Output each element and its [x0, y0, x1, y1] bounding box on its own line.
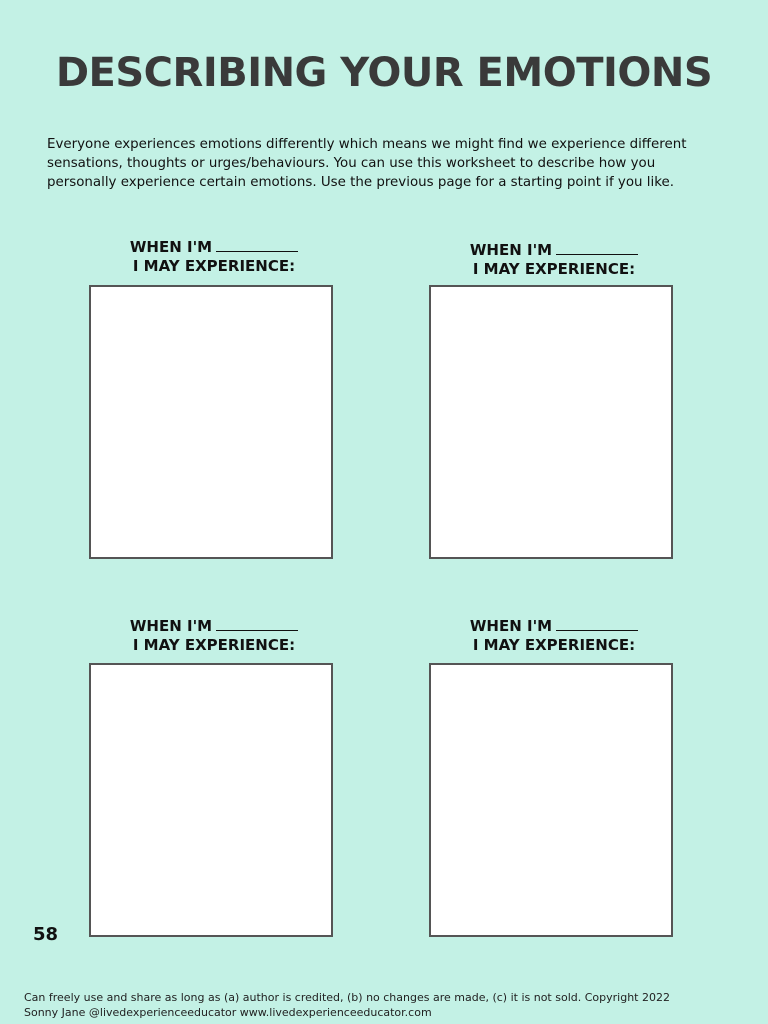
emotion-blank[interactable]: [216, 618, 298, 631]
intro-paragraph: [47, 135, 727, 192]
response-box[interactable]: [89, 663, 333, 937]
footer-copyright: [24, 990, 744, 1020]
experience-label: I MAY EXPERIENCE:: [472, 636, 636, 654]
prompt-heading: [89, 617, 339, 655]
experience-label: I MAY EXPERIENCE:: [132, 257, 296, 275]
emotion-blank[interactable]: [556, 618, 638, 631]
intro-line: sensations, thoughts or urges/behaviours. You can use this worksheet to describe how you: [47, 156, 656, 171]
footer-line: Sonny Jane @livedexperienceeducator www.livedexperienceeducator.com: [24, 1006, 432, 1019]
when-label: WHEN I'M: [469, 241, 553, 259]
experience-label: I MAY EXPERIENCE:: [132, 636, 296, 654]
footer-line: Can freely use and share as long as (a) author is credited, (b) no changes are made, (c) it is not sold. Copyright 2022: [24, 991, 670, 1004]
when-label: WHEN I'M: [469, 617, 553, 635]
response-box[interactable]: [429, 663, 673, 937]
page-number: 58: [33, 924, 59, 945]
response-box[interactable]: [89, 285, 333, 559]
response-box[interactable]: [429, 285, 673, 559]
prompt-heading: [429, 241, 679, 279]
intro-line: personally experience certain emotions. Use the previous page for a starting point if you like.: [47, 175, 675, 190]
emotion-blank[interactable]: [556, 242, 638, 255]
emotion-blank[interactable]: [216, 239, 298, 252]
when-label: WHEN I'M: [129, 617, 213, 635]
intro-line: Everyone experiences emotions differently which means we might find we experience different: [47, 137, 687, 152]
page-title: DESCRIBING YOUR EMOTIONS: [55, 50, 713, 96]
prompt-heading: [89, 238, 339, 276]
prompt-heading: [429, 617, 679, 655]
when-label: WHEN I'M: [129, 238, 213, 256]
experience-label: I MAY EXPERIENCE:: [472, 260, 636, 278]
